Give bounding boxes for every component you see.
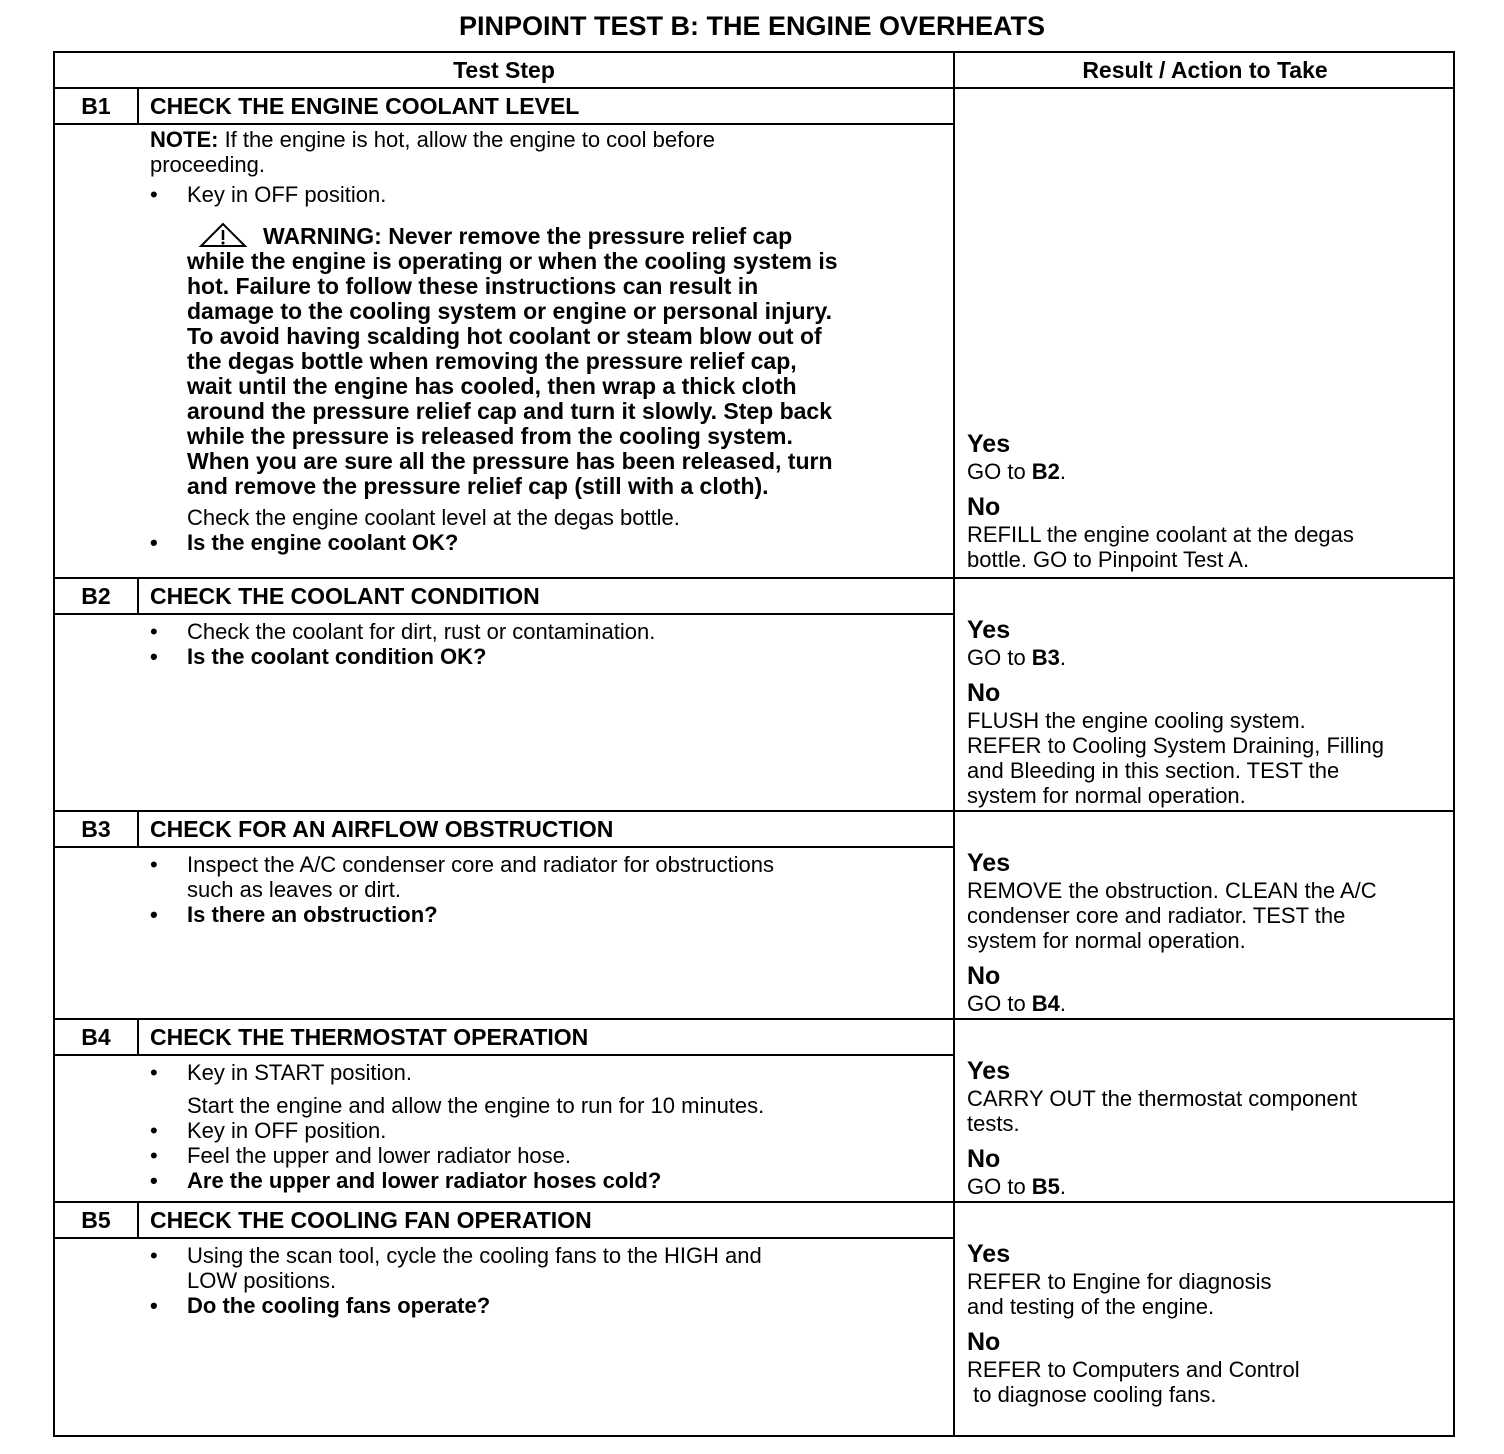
result-block bbox=[967, 848, 1451, 1016]
step-body bbox=[150, 1060, 940, 1193]
warning-line: the degas bottle when removing the pressure relief cap, bbox=[187, 348, 797, 374]
no-action bbox=[967, 991, 1451, 1016]
yes-action-line: CARRY OUT the thermostat component bbox=[967, 1086, 1358, 1111]
warning-line bbox=[187, 222, 940, 249]
no-action-end: . bbox=[1059, 991, 1067, 1016]
bullet-item: • Feel the upper and lower radiator hose. bbox=[150, 1143, 940, 1168]
no-label: No bbox=[967, 1328, 1001, 1356]
result-block bbox=[967, 429, 1451, 572]
yes-action-end: . bbox=[1059, 645, 1067, 670]
warning-triangle-icon bbox=[197, 222, 249, 248]
step-cell bbox=[55, 1203, 955, 1435]
warning-block bbox=[150, 222, 940, 499]
yes-label: Yes bbox=[967, 849, 1011, 877]
result-cell bbox=[955, 89, 1453, 577]
header-result-action: Result / Action to Take bbox=[955, 53, 1455, 89]
step-title: CHECK FOR AN AIRFLOW OBSTRUCTION bbox=[150, 816, 614, 842]
note-line bbox=[150, 127, 940, 152]
result-cell bbox=[955, 812, 1453, 1018]
yes-step-ref: B3 bbox=[1031, 645, 1060, 670]
step-title: CHECK THE ENGINE COOLANT LEVEL bbox=[150, 93, 580, 119]
step-id: B2 bbox=[55, 579, 139, 613]
yes-step-ref: B2 bbox=[1031, 459, 1060, 484]
step-title: CHECK THE COOLANT CONDITION bbox=[150, 583, 540, 609]
step-header bbox=[55, 89, 953, 125]
yes-action bbox=[967, 459, 1451, 484]
no-action-end: . bbox=[1059, 1174, 1067, 1199]
warning-line: hot. Failure to follow these instructions can result in bbox=[187, 273, 759, 299]
note-text-cont: proceeding. bbox=[150, 152, 265, 177]
table-row-b5 bbox=[55, 1203, 1453, 1435]
yes-action-line: REFER to Engine for diagnosis bbox=[967, 1269, 1272, 1294]
step-cell bbox=[55, 1020, 955, 1201]
warning-line: When you are sure all the pressure has been released, turn bbox=[187, 448, 833, 474]
warning-line: and remove the pressure relief cap (still with a cloth). bbox=[187, 473, 769, 499]
question: • Do the cooling fans operate? bbox=[150, 1293, 940, 1318]
yes-action-text: GO to bbox=[967, 645, 1032, 670]
bullet-item: • Inspect the A/C condenser core and radiator for obstructions bbox=[150, 852, 940, 877]
yes-label: Yes bbox=[967, 430, 1011, 458]
result-block bbox=[967, 615, 1451, 808]
yes-action-line: tests. bbox=[967, 1111, 1020, 1136]
yes-label: Yes bbox=[967, 1240, 1011, 1268]
step-body bbox=[150, 1243, 940, 1318]
question: • Is the coolant condition OK? bbox=[150, 644, 940, 669]
bullet-item-cont: such as leaves or dirt. bbox=[187, 877, 401, 902]
table-row-b4 bbox=[55, 1020, 1453, 1203]
result-block bbox=[967, 1239, 1451, 1407]
step-id: B4 bbox=[55, 1020, 139, 1054]
no-action-line: REFILL the engine coolant at the degas bbox=[967, 522, 1354, 547]
warning-line: while the pressure is released from the cooling system. bbox=[187, 423, 793, 449]
yes-action-line: system for normal operation. bbox=[967, 928, 1246, 953]
bullet-item-cont: LOW positions. bbox=[187, 1268, 337, 1293]
warning-text: WARNING: Never remove the pressure relief cap bbox=[263, 223, 793, 249]
step-cell bbox=[55, 579, 955, 810]
yes-action-end: . bbox=[1059, 459, 1067, 484]
note-label: NOTE: bbox=[150, 127, 219, 152]
bullet-item: • Using the scan tool, cycle the cooling fans to the HIGH and bbox=[150, 1243, 940, 1268]
step-header bbox=[55, 1203, 953, 1239]
step-id: B3 bbox=[55, 812, 139, 846]
no-step-ref: B5 bbox=[1031, 1174, 1060, 1199]
step-title: CHECK THE COOLING FAN OPERATION bbox=[150, 1207, 592, 1233]
result-block bbox=[967, 1056, 1451, 1199]
warning-line: wait until the engine has cooled, then wrap a thick cloth bbox=[187, 373, 797, 399]
check-text: Check the engine coolant level at the degas bottle. bbox=[187, 505, 680, 530]
page-title: PINPOINT TEST B: THE ENGINE OVERHEATS bbox=[458, 11, 1046, 41]
no-action-text: GO to bbox=[967, 1174, 1032, 1199]
no-action bbox=[967, 1174, 1451, 1199]
bullet-item: • Check the coolant for dirt, rust or contamination. bbox=[150, 619, 940, 644]
bullet-item: • Key in OFF position. bbox=[150, 182, 940, 207]
yes-action-text: GO to bbox=[967, 459, 1032, 484]
yes-label: Yes bbox=[967, 1057, 1011, 1085]
question: • Are the upper and lower radiator hoses cold? bbox=[150, 1168, 940, 1193]
warning-line: damage to the cooling system or engine or personal injury. bbox=[187, 298, 832, 324]
no-action-line: REFER to Computers and Control bbox=[967, 1357, 1300, 1382]
warning-line: around the pressure relief cap and turn it slowly. Step back bbox=[187, 398, 833, 424]
question: • Is there an obstruction? bbox=[150, 902, 940, 927]
warning-line: while the engine is operating or when the cooling system is bbox=[187, 248, 838, 274]
result-cell bbox=[955, 579, 1453, 810]
step-body bbox=[150, 619, 940, 669]
no-action-line: system for normal operation. bbox=[967, 783, 1246, 808]
step-cell bbox=[55, 89, 955, 577]
step-cell bbox=[55, 812, 955, 1018]
table-row-b2 bbox=[55, 579, 1453, 812]
no-action-line: FLUSH the engine cooling system. bbox=[967, 708, 1306, 733]
no-action-line: REFER to Cooling System Draining, Filling bbox=[967, 733, 1384, 758]
yes-action-line: REMOVE the obstruction. CLEAN the A/C bbox=[967, 878, 1377, 903]
step-header bbox=[55, 579, 953, 615]
no-label: No bbox=[967, 493, 1001, 521]
yes-action bbox=[967, 645, 1451, 670]
no-label: No bbox=[967, 1145, 1001, 1173]
no-label: No bbox=[967, 962, 1001, 990]
step-header bbox=[55, 812, 953, 848]
step-id: B5 bbox=[55, 1203, 139, 1237]
note-text: If the engine is hot, allow the engine to cool before bbox=[218, 127, 716, 152]
no-step-ref: B4 bbox=[1031, 991, 1060, 1016]
step-header bbox=[55, 1020, 953, 1056]
no-label: No bbox=[967, 679, 1001, 707]
bullet-item: • Key in START position. bbox=[150, 1060, 940, 1085]
yes-action-line: and testing of the engine. bbox=[967, 1294, 1215, 1319]
yes-action-line: condenser core and radiator. TEST the bbox=[967, 903, 1346, 928]
no-action-line: and Bleeding in this section. TEST the bbox=[967, 758, 1340, 783]
result-cell bbox=[955, 1020, 1453, 1201]
no-action-line: bottle. GO to Pinpoint Test A. bbox=[967, 547, 1250, 572]
step-id: B1 bbox=[55, 89, 139, 123]
pinpoint-test-table bbox=[53, 51, 1455, 1437]
bullet-item: • Key in OFF position. bbox=[150, 1118, 940, 1143]
yes-label: Yes bbox=[967, 616, 1011, 644]
table-row-b1 bbox=[55, 89, 1453, 579]
no-action-text: GO to bbox=[967, 991, 1032, 1016]
question: • Is the engine coolant OK? bbox=[150, 530, 940, 555]
result-cell bbox=[955, 1203, 1453, 1435]
table-row-b3 bbox=[55, 812, 1453, 1020]
step-body bbox=[150, 852, 940, 927]
warning-line: To avoid having scalding hot coolant or steam blow out of bbox=[187, 323, 822, 349]
step-body bbox=[150, 127, 940, 555]
header-test-step: Test Step bbox=[55, 53, 955, 89]
step-title: CHECK THE THERMOSTAT OPERATION bbox=[150, 1024, 589, 1050]
no-action-line: to diagnose cooling fans. bbox=[967, 1382, 1217, 1407]
plain-text: Start the engine and allow the engine to run for 10 minutes. bbox=[187, 1093, 765, 1118]
